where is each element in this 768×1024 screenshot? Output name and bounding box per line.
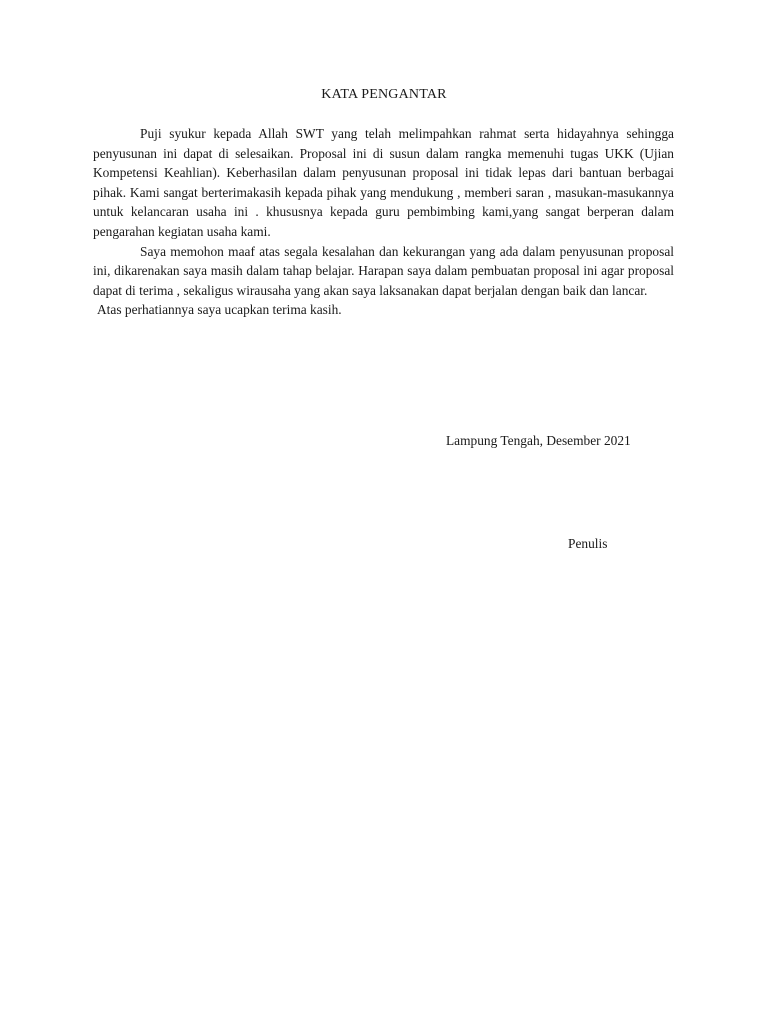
closing-line: Atas perhatiannya saya ucapkan terima kasih. xyxy=(97,302,342,318)
body-text xyxy=(93,124,674,320)
place-date: Lampung Tengah, Desember 2021 xyxy=(446,433,631,448)
paragraph-2: Saya memohon maaf atas segala kesalahan dan kekurangan yang ada dalam penyusunan proposal ini, dikarenakan saya masih dalam tahap belajar. Harapan saya dalam pembuatan proposal ini agar proposal dapat di terima , sekaligus wirausaha yang akan saya laksanakan dapat berjalan dengan baik dan lancar. xyxy=(93,243,674,298)
signature: Penulis xyxy=(568,536,608,551)
page-title: KATA PENGANTAR xyxy=(321,87,447,102)
paragraph-1: Puji syukur kepada Allah SWT yang telah melimpahkan rahmat serta hidayahnya sehingga penyusunan ini dapat di selesaikan. Proposal ini di susun dalam rangka memenuhi tugas UKK (Ujian Kompetensi Keahlian). Keberhasilan dalam penyusunan proposal ini tidak lepas dari bantuan berbagai pihak. Kami sangat berterimakasih kepada pihak yang mendukung , memberi saran , masukan-masukannya untuk kelancaran usaha ini . khususnya kepada guru pembimbing kami,yang sangat berperan dalam pengarahan kegiatan usaha kami. xyxy=(93,126,674,239)
